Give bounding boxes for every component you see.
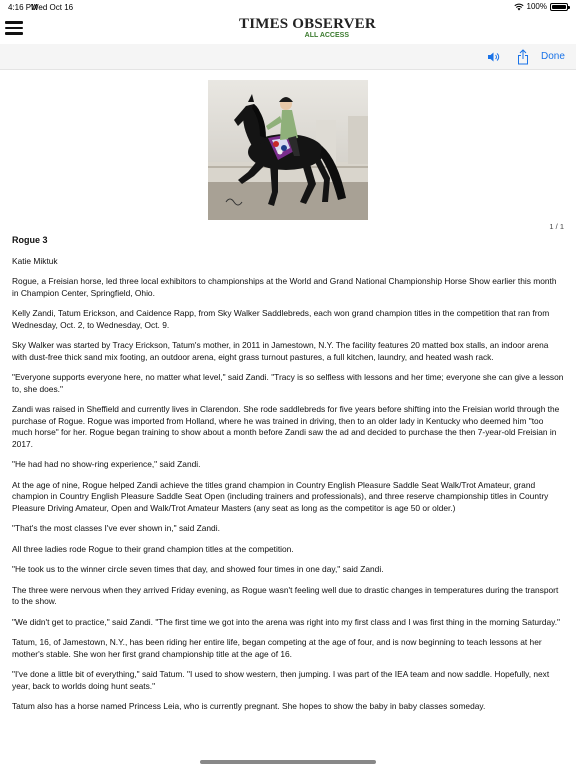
logo-subtitle: ALL ACCESS — [304, 32, 349, 39]
article-paragraph: "He took us to the winner circle seven times that day, and showed four times in one day," said Zandi. — [12, 564, 384, 574]
article-paragraph: Sky Walker was started by Tracy Erickson, Tatum's mother, in 2011 in Jamestown, N.Y. The facility features 20 matted box stalls, an indoor arena with dust-free thick sand mix footing, an outdoor arena, eight grass turnout pastures, a full kitchen, laundry, and heated wash rack. — [12, 340, 549, 362]
battery-percent: 100% — [526, 2, 547, 11]
article-paragraph: "I've done a little bit of everything," said Tatum. "I used to show western, then jumping. I was part of the IEA team and now saddle. Hopefully, next year, back to worlds doing hunt seats." — [12, 669, 550, 691]
wifi-icon — [514, 3, 524, 11]
status-time: 4:16 PM — [8, 3, 38, 12]
hamburger-menu-icon[interactable] — [5, 21, 23, 35]
article-paragraph: The three were nervous when they arrived Friday evening, as Rogue wasn't feeling well due to drastic changes in temperatures during the transport to the show. — [12, 584, 559, 606]
reader-toolbar — [0, 44, 576, 70]
status-indicators — [514, 2, 568, 11]
article-paragraph: Tatum, 16, of Jamestown, N.Y., has been riding her entire life, began competing at the age of four, and is now beginning to teach lessons at her mother's stable. She won her first grand championship title at the age of 16. — [12, 637, 542, 659]
home-indicator[interactable] — [200, 760, 376, 764]
status-bar — [0, 0, 576, 14]
horse-rider-image — [208, 80, 368, 220]
article-author: Katie Miktuk — [12, 256, 58, 266]
done-button[interactable]: Done — [541, 51, 565, 62]
article-paragraph: "He had had no show-ring experience," said Zandi. — [12, 459, 201, 469]
article-paragraph: "That's the most classes I've ever shown in," said Zandi. — [12, 523, 220, 533]
article-paragraph: All three ladies rode Rogue to their grand champion titles at the competition. — [12, 543, 294, 554]
article-paragraph: "Everyone supports everyone here, no matter what level," said Zandi. "Tracy is so selfless with lessons and her time; everyone she can give a lesson to, she does." — [12, 372, 564, 394]
app-logo — [239, 16, 376, 40]
status-date: Wed Oct 16 — [31, 3, 74, 12]
battery-icon — [550, 3, 568, 11]
battery-fill — [552, 5, 566, 9]
article-paragraph: Kelly Zandi, Tatum Erickson, and Caidence Rapp, from Sky Walker Saddlebreds, each won grand champion titles in the competition that ran from Wednesday, Oct. 2, to Wednesday, Oct. 9. — [12, 308, 550, 330]
article-photo — [208, 80, 368, 220]
logo-title: TIMES OBSERVER — [239, 16, 376, 32]
article-title: Rogue 3 — [12, 235, 48, 245]
article-paragraph: Rogue, a Freisian horse, led three local exhibitors to championships at the World and Grand National Championship Horse Show earlier this month in Champion Center, Springfield, Ohio. — [12, 276, 557, 298]
app-header — [0, 14, 576, 44]
article-body — [12, 234, 564, 722]
share-icon[interactable] — [517, 49, 529, 65]
speaker-icon[interactable] — [487, 51, 501, 63]
page-counter: 1 / 1 — [549, 222, 564, 231]
article-paragraph: At the age of nine, Rogue helped Zandi achieve the titles grand champion in Country English Pleasure Saddle Seat Walk/Trot Amateur, grand champion in Country English Pleasure Saddle Seat Open (including trainers and professionals), and three reserve championship titles in Country Pleasure Driving Amateur, Open and Walk/Trot Amateur Masters (any seat as long as the competitor is age 50 or older.) — [12, 479, 549, 513]
article-paragraph: Tatum also has a horse named Princess Leia, who is currently pregnant. She hopes to show the baby in baby classes someday. — [12, 701, 486, 711]
article-paragraph: Zandi was raised in Sheffield and currently lives in Clarendon. She rode saddlebreds for five years before shifting into the Freisian world through the purchase of Rogue. Rogue was imported from Holland, where he was trained in driving, then to an older lady in Kentucky who deemed him "too much horse" for her. Rogue began training to show about a month before Zandi saw the ad and decided to purchase the then 7-year-old Freisian in 2017. — [12, 404, 560, 449]
article-paragraph: "We didn't get to practice," said Zandi. "The first time we got into the arena was right into my first class and I was first thing in the morning Saturday." — [12, 616, 561, 627]
